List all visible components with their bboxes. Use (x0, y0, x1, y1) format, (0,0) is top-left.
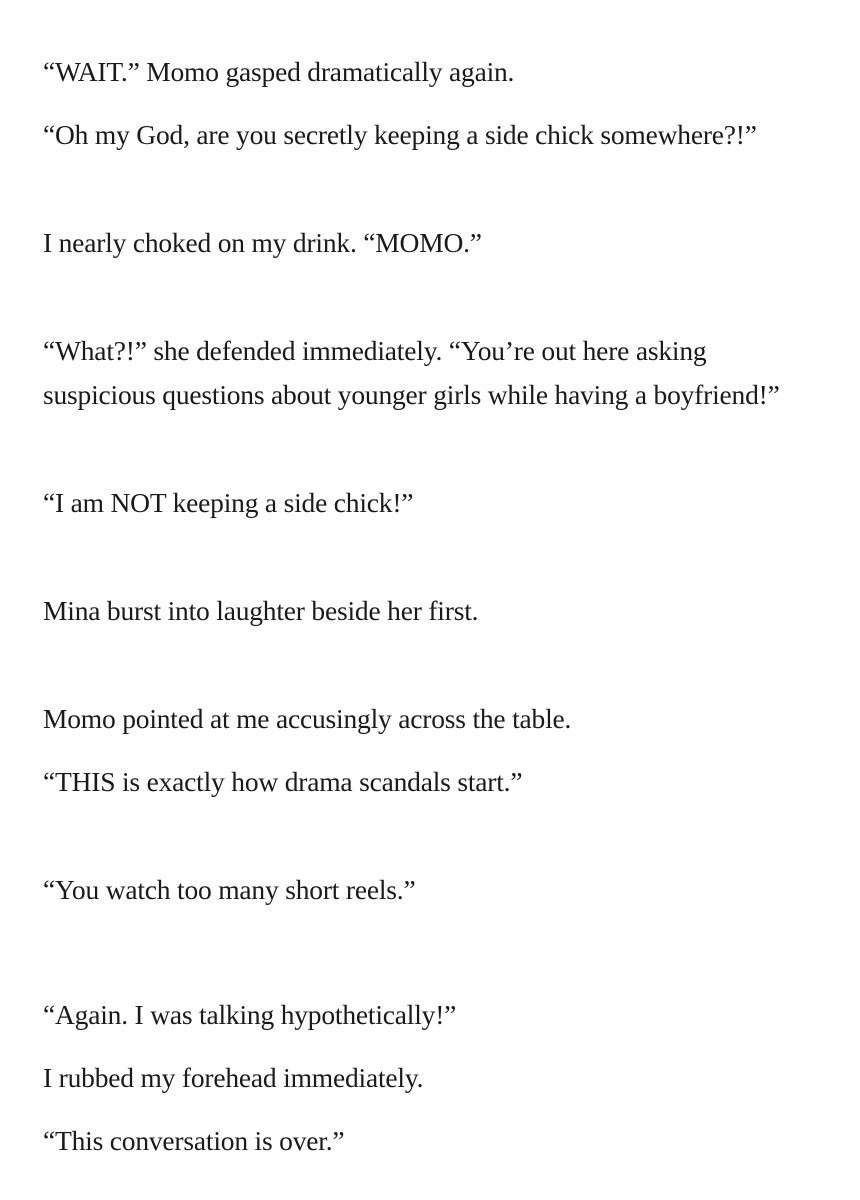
text-line: “Oh my God, are you secretly keeping a side chick somewhere?!” (43, 119, 757, 150)
text-line: suspicious questions about younger girls while having a boyfriend!” (43, 379, 780, 410)
text-line: “You watch too many short reels.” (43, 874, 416, 905)
text-line: Mina burst into laughter beside her first. (43, 595, 479, 626)
text-line: “I am NOT keeping a side chick!” (43, 487, 414, 518)
text-line: “This conversation is over.” (43, 1125, 345, 1156)
text-line: Momo pointed at me accusingly across the table. (43, 703, 572, 734)
text-line: “Again. I was talking hypothetically!” (43, 999, 457, 1030)
text-line: “WAIT.” Momo gasped dramatically again. (43, 56, 515, 87)
text-line: “THIS is exactly how drama scandals start.” (43, 766, 523, 797)
text-line: “What?!” she defended immediately. “You’re out here asking (43, 335, 707, 366)
text-line: I nearly choked on my drink. “MOMO.” (43, 227, 482, 258)
text-line: I rubbed my forehead immediately. (43, 1062, 424, 1093)
